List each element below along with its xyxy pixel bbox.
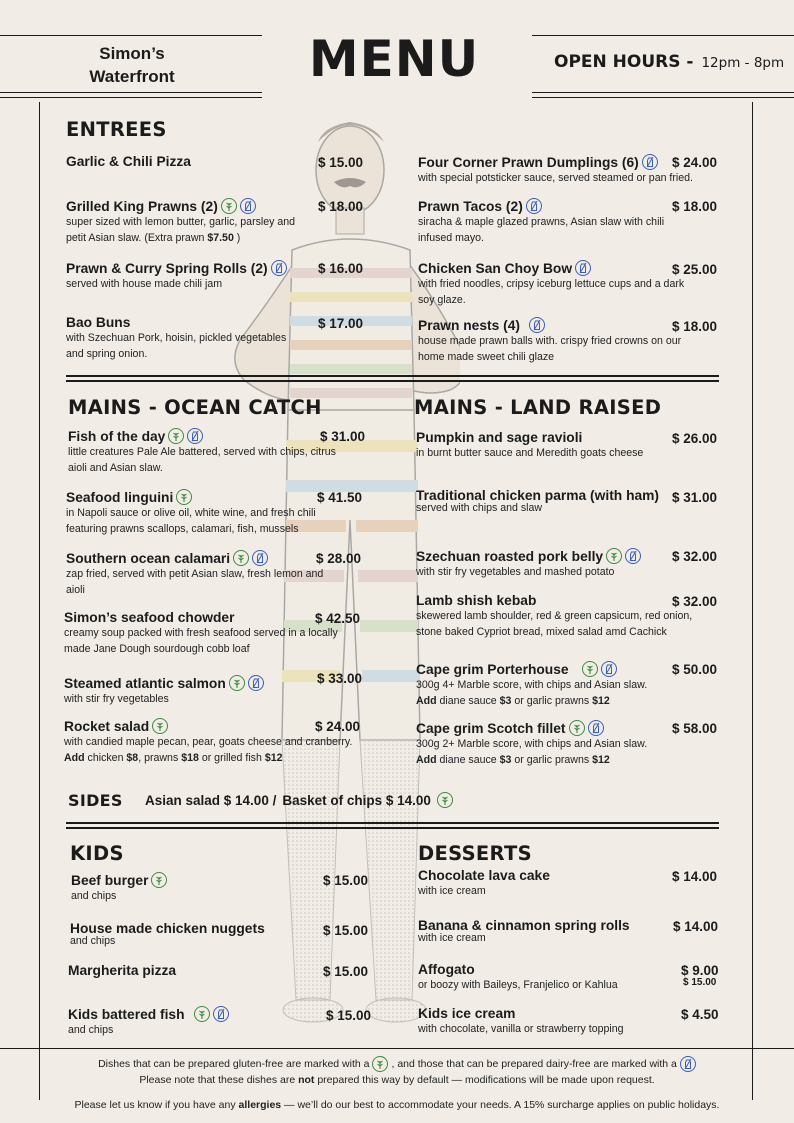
- menu-item: Kids ice cream with chocolate, vanilla or strawberry topping: [418, 1006, 624, 1035]
- menu-item: Seafood linguini in Napoli sauce or olive oil, white wine, and fresh chili featuring prawns scallops, calamari, fish, mussels: [66, 489, 316, 535]
- header-rule-left-top: [0, 35, 262, 36]
- menu-item: Bao Buns with Szechuan Pork, hoisin, pickled vegetables and spring onion.: [66, 315, 287, 360]
- gluten-free-icon: [569, 720, 585, 736]
- kids-heading: KIDS: [70, 842, 124, 865]
- item-price: $ 32.00: [672, 549, 718, 564]
- item-price: $ 31.00: [672, 490, 718, 505]
- section-divider: [66, 827, 719, 829]
- menu-item: Kids battered fish and chips: [68, 1006, 229, 1039]
- footer-rule: [0, 1048, 794, 1049]
- dairy-free-icon: [252, 550, 268, 566]
- menu-item: Grilled King Prawns (2) super sized with lemon butter, garlic, parsley and petit Asian slaw. (Extra prawn $7.50 ): [66, 198, 296, 244]
- dairy-free-icon: [187, 428, 203, 444]
- item-price: $ 24.00: [672, 155, 718, 170]
- item-price-secondary: $ 15.00: [683, 977, 717, 988]
- item-price: $ 4.50: [681, 1007, 719, 1022]
- right-border: [752, 102, 753, 1100]
- gluten-free-icon: [233, 550, 249, 566]
- item-price: $ 15.00: [326, 1008, 372, 1023]
- header-rule-left-bottom: [0, 92, 262, 93]
- item-price: $ 58.00: [672, 721, 718, 736]
- item-price: $ 33.00: [317, 671, 363, 686]
- item-price: $ 26.00: [672, 431, 718, 446]
- section-divider: [66, 380, 719, 382]
- menu-item: Szechuan roasted pork belly with stir fry vegetables and mashed potato: [416, 548, 641, 581]
- footer-modification-note: Please note that these dishes are not prepared this way by default — modifications will be made upon request.: [139, 1074, 655, 1086]
- header-rule-right-bottom: [532, 92, 794, 93]
- menu-item: Lamb shish kebab skewered lamb shoulder, red & green capsicum, red onion, stone baked Cypriot bread, mixed salad amd Cachick: [416, 593, 693, 638]
- restaurant-name: Simon’s Waterfront: [89, 44, 175, 86]
- gluten-free-icon: [582, 661, 598, 677]
- gluten-free-icon: [221, 198, 237, 214]
- menu-item: Pumpkin and sage ravioli in burnt butter sauce and Meredith goats cheese: [416, 430, 644, 459]
- item-price: $ 15.00: [323, 923, 369, 938]
- menu-item: House made chicken nuggets and chips: [70, 921, 265, 947]
- open-hours: OPEN HOURS - 12pm - 8pm: [554, 52, 785, 72]
- sides-line: Asian salad $ 14.00 / Basket of chips $ 14.00: [145, 792, 453, 808]
- mains-ocean-heading: MAINS - OCEAN CATCH: [68, 396, 322, 419]
- gluten-free-icon: [168, 428, 184, 444]
- section-divider: [66, 822, 719, 824]
- header-rule-left-bottom2: [0, 97, 262, 98]
- dairy-free-icon: [642, 154, 658, 170]
- footer-dietary-note: Dishes that can be prepared gluten-free are marked with a , and those that can be prepared dairy-free are marked with a: [0, 1056, 794, 1072]
- item-price: $ 41.50: [317, 490, 363, 505]
- dairy-free-icon: [529, 317, 545, 333]
- gluten-free-icon: [606, 548, 622, 564]
- gluten-free-icon: [229, 675, 245, 691]
- menu-item: Cape grim Scotch fillet 300g 2+ Marble score, with chips and Asian slaw. Add diane sauce $3 or garlic prawns $12: [416, 720, 648, 766]
- menu-item: Rocket salad with candied maple pecan, pear, goats cheese and cranberry. Add chicken $8, prawns $18 or grilled fish $12: [64, 718, 353, 764]
- item-price: $ 24.00: [315, 719, 361, 734]
- item-price: $ 15.00: [323, 873, 369, 888]
- item-price: $ 32.00: [672, 594, 718, 609]
- menu-item: Garlic & Chili Pizza: [66, 154, 191, 169]
- gluten-free-icon: [176, 489, 192, 505]
- item-price: $ 31.00: [320, 429, 366, 444]
- dairy-free-icon: [271, 260, 287, 276]
- item-price: $ 15.00: [323, 964, 369, 979]
- dairy-free-icon: [240, 198, 256, 214]
- item-price: $ 18.00: [672, 199, 718, 214]
- gluten-free-icon: [437, 792, 453, 808]
- menu-item: Prawn & Curry Spring Rolls (2) served with house made chili jam: [66, 260, 287, 293]
- menu-item: Prawn nests (4) house made prawn balls with. crispy fried crowns on our home made sweet chili glaze: [418, 317, 682, 363]
- item-price: $ 42.50: [315, 611, 361, 626]
- left-border: [39, 102, 40, 1100]
- menu-item: Cape grim Porterhouse 300g 4+ Marble score, with chips and Asian slaw. Add diane sauce $3 or garlic prawns $12: [416, 661, 648, 707]
- dairy-free-icon: [588, 720, 604, 736]
- section-divider: [66, 375, 719, 377]
- item-price: $ 16.00: [318, 261, 364, 276]
- dairy-free-icon: [248, 675, 264, 691]
- item-price: $ 14.00: [673, 919, 719, 934]
- menu-item: Chicken San Choy Bow with fried noodles, cripsy iceburg lettuce cups and a dark soy glaze.: [418, 260, 685, 306]
- item-price: $ 17.00: [318, 316, 364, 331]
- item-price: $ 50.00: [672, 662, 718, 677]
- menu-item: Beef burger and chips: [71, 872, 167, 905]
- entrees-heading: ENTREES: [66, 118, 167, 141]
- item-price: $ 28.00: [316, 551, 362, 566]
- gluten-free-icon: [194, 1006, 210, 1022]
- dairy-free-icon: [526, 198, 542, 214]
- menu-title: MENU: [308, 30, 480, 88]
- header-rule-right-top: [532, 35, 794, 36]
- item-price: $ 9.00: [681, 963, 719, 978]
- sides-heading: SIDES: [68, 791, 123, 810]
- header-rule-right-bottom2: [532, 97, 794, 98]
- footer-allergy-note: Please let us know if you have any allergies — we’ll do our best to accommodate your needs. A 15% surcharge applies on public holidays.: [74, 1099, 720, 1111]
- dairy-free-icon: [213, 1006, 229, 1022]
- gluten-free-icon: [152, 718, 168, 734]
- item-price: $ 14.00: [672, 869, 718, 884]
- menu-item: Steamed atlantic salmon with stir fry vegetables: [64, 675, 264, 708]
- menu-item: Chocolate lava cake with ice cream: [418, 868, 550, 897]
- dairy-free-icon: [601, 661, 617, 677]
- menu-item: Simon’s seafood chowder creamy soup packed with fresh seafood served in a locally made Jane Dough sourdough cobb loaf: [64, 610, 338, 655]
- menu-item: Traditional chicken parma (with ham) served with chips and slaw: [416, 488, 660, 514]
- menu-item: Fish of the day little creatures Pale Ale battered, served with chips, citrus aioli and Asian slaw.: [68, 428, 336, 474]
- gluten-free-icon: [372, 1056, 388, 1072]
- dairy-free-icon: [625, 548, 641, 564]
- menu-item: Margherita pizza: [68, 963, 177, 978]
- menu-item: Prawn Tacos (2) siracha & maple glazed prawns, Asian slaw with chili infused mayo.: [418, 198, 665, 244]
- menu-item: Banana & cinnamon spring rolls with ice cream: [418, 918, 630, 944]
- dairy-free-icon: [575, 260, 591, 276]
- menu-item: Southern ocean calamari zap fried, served with petit Asian slaw, fresh lemon and aioli: [66, 550, 324, 596]
- dairy-free-icon: [680, 1056, 696, 1072]
- desserts-heading: DESSERTS: [418, 842, 532, 865]
- item-price: $ 15.00: [318, 155, 364, 170]
- item-price: $ 18.00: [672, 319, 718, 334]
- item-price: $ 25.00: [672, 262, 718, 277]
- gluten-free-icon: [151, 872, 167, 888]
- menu-item: Affogato or boozy with Baileys, Franjelico or Kahlua: [418, 962, 618, 991]
- item-price: $ 18.00: [318, 199, 364, 214]
- mains-land-heading: MAINS - LAND RAISED: [414, 396, 662, 419]
- menu-item: Four Corner Prawn Dumplings (6) with special potsticker sauce, served steamed or pan fried.: [418, 154, 693, 184]
